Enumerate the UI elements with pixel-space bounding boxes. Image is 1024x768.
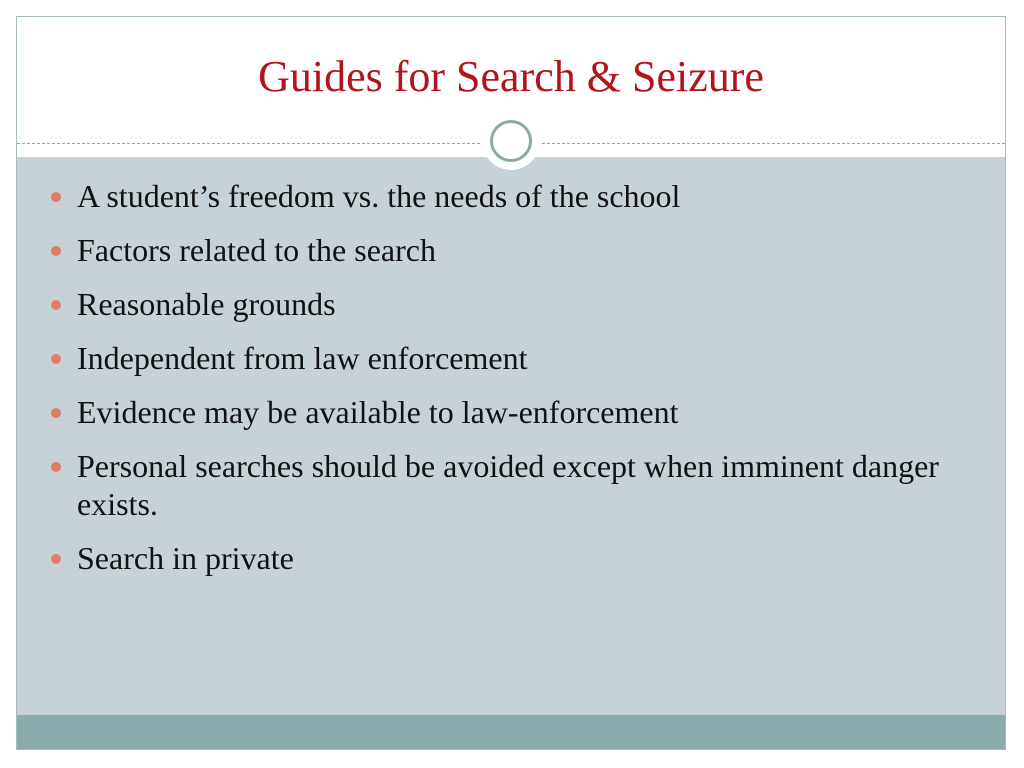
bullet-list [47,177,947,593]
bullet-item [47,539,947,577]
slide [16,16,1006,750]
bullet-item [47,231,947,269]
bullet-dot-icon [51,554,61,564]
bullet-dot-icon [51,246,61,256]
bullet-dot-icon [51,408,61,418]
bullet-text: Search in private [77,540,294,576]
bullet-item [47,393,947,431]
ornament-ring [490,120,532,162]
bullet-text: Personal searches should be avoided except when imminent danger exists. [77,448,939,522]
bullet-dot-icon [51,354,61,364]
circle-ring-icon [482,112,540,170]
bullet-dot-icon [51,300,61,310]
bullet-text: Reasonable grounds [77,286,336,322]
bullet-text: Independent from law enforcement [77,340,528,376]
bullet-item [47,285,947,323]
bullet-item [47,447,947,523]
bullet-dot-icon [51,192,61,202]
bullet-dot-icon [51,462,61,472]
bullet-text: Evidence may be available to law-enforcement [77,394,679,430]
slide-title: Guides for Search & Seizure [258,52,764,101]
footer-bar [17,715,1005,749]
bullet-text: Factors related to the search [77,232,436,268]
bullet-item [47,177,947,215]
bullet-item [47,339,947,377]
bullet-text: A student’s freedom vs. the needs of the school [77,178,681,214]
